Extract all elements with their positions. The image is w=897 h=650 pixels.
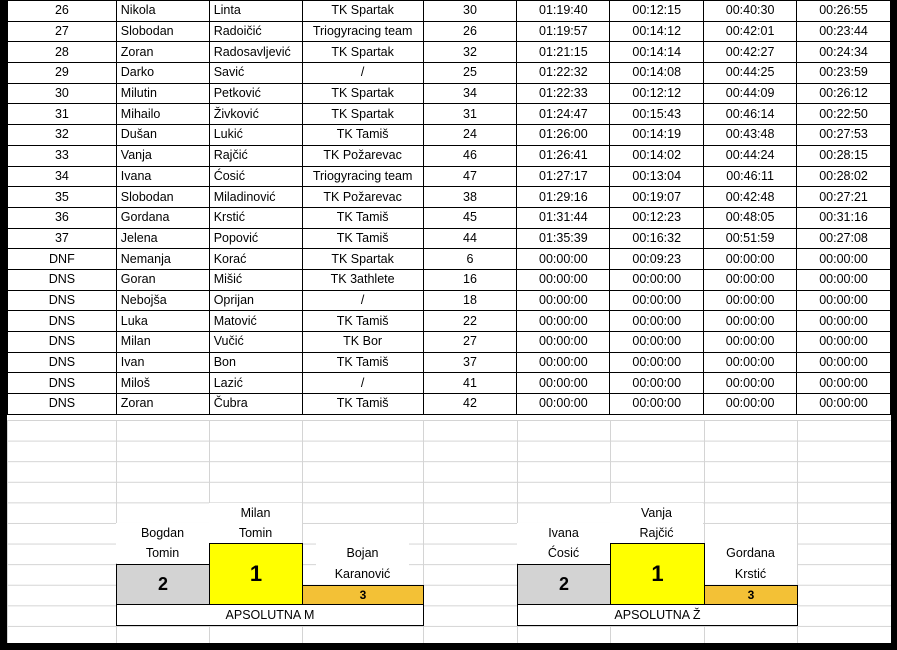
last-name-cell[interactable]: Oprijan — [209, 290, 302, 311]
first-name-cell[interactable]: Vanja — [116, 145, 209, 166]
split-3-cell[interactable]: 00:28:02 — [797, 166, 891, 187]
last-name-cell[interactable]: Radoičić — [209, 21, 302, 42]
third-place-last-name: Karanović — [316, 564, 409, 584]
split-1-cell[interactable]: 00:14:14 — [610, 42, 704, 63]
club-cell[interactable]: TK Bor — [302, 332, 423, 353]
split-1-cell[interactable]: 00:00:00 — [610, 311, 704, 332]
split-1-cell[interactable]: 00:00:00 — [610, 269, 704, 290]
table-row — [8, 373, 891, 394]
first-name-cell[interactable]: Ivan — [116, 352, 209, 373]
last-name-cell[interactable]: Lazić — [209, 373, 302, 394]
total-time-cell[interactable]: 01:19:57 — [517, 21, 610, 42]
split-3-cell[interactable]: 00:00:00 — [797, 332, 891, 353]
split-1-cell[interactable]: 00:14:02 — [610, 145, 704, 166]
first-name-cell[interactable]: Slobodan — [116, 187, 209, 208]
club-cell[interactable]: TK Požarevac — [302, 187, 423, 208]
first-name-cell[interactable]: Milan — [116, 332, 209, 353]
first-name-cell[interactable]: Mihailo — [116, 104, 209, 125]
last-name-cell[interactable]: Živković — [209, 104, 302, 125]
split-1-cell[interactable]: 00:00:00 — [610, 352, 704, 373]
first-name-cell[interactable]: Nikola — [116, 1, 209, 22]
club-cell[interactable]: Triogyracing team — [302, 21, 423, 42]
table-row — [8, 104, 891, 125]
club-cell[interactable]: / — [302, 290, 423, 311]
bib-cell[interactable]: 46 — [423, 145, 517, 166]
place-cell[interactable]: DNS — [8, 352, 117, 373]
total-time-cell[interactable]: 01:26:41 — [517, 145, 610, 166]
table-row — [8, 145, 891, 166]
split-1-cell[interactable]: 00:00:00 — [610, 332, 704, 353]
last-name-cell[interactable]: Petković — [209, 83, 302, 104]
first-name-cell[interactable]: Goran — [116, 269, 209, 290]
club-cell[interactable]: TK Tamiš — [302, 394, 423, 415]
total-time-cell[interactable]: 00:00:00 — [517, 373, 610, 394]
split-3-cell[interactable]: 00:23:59 — [797, 63, 891, 84]
second-place-last-name: Tomin — [116, 543, 209, 563]
bib-cell[interactable]: 6 — [423, 249, 517, 270]
place-cell[interactable]: DNS — [8, 269, 117, 290]
split-1-cell[interactable]: 00:09:23 — [610, 249, 704, 270]
split-2-cell[interactable]: 00:46:14 — [704, 104, 797, 125]
first-name-cell[interactable]: Nemanja — [116, 249, 209, 270]
club-cell[interactable]: TK Tamiš — [302, 228, 423, 249]
table-row — [8, 63, 891, 84]
split-2-cell[interactable]: 00:00:00 — [704, 373, 797, 394]
club-cell[interactable]: / — [302, 373, 423, 394]
split-1-cell[interactable]: 00:16:32 — [610, 228, 704, 249]
split-3-cell[interactable]: 00:24:34 — [797, 42, 891, 63]
spreadsheet — [7, 0, 891, 643]
club-cell[interactable]: TK Spartak — [302, 42, 423, 63]
table-row — [8, 352, 891, 373]
place-cell[interactable]: 31 — [8, 104, 117, 125]
club-cell[interactable]: TK Spartak — [302, 83, 423, 104]
split-1-cell[interactable]: 00:14:08 — [610, 63, 704, 84]
club-cell[interactable]: / — [302, 63, 423, 84]
table-row — [8, 290, 891, 311]
split-2-cell[interactable]: 00:00:00 — [704, 269, 797, 290]
split-3-cell[interactable]: 00:28:15 — [797, 145, 891, 166]
last-name-cell[interactable]: Krstić — [209, 207, 302, 228]
club-cell[interactable]: TK Spartak — [302, 1, 423, 22]
first-name-cell[interactable]: Jelena — [116, 228, 209, 249]
last-name-cell[interactable]: Miladinović — [209, 187, 302, 208]
table-row — [8, 125, 891, 146]
last-name-cell[interactable]: Rajčić — [209, 145, 302, 166]
table-row — [8, 42, 891, 63]
last-name-cell[interactable]: Bon — [209, 352, 302, 373]
total-time-cell[interactable]: 01:22:33 — [517, 83, 610, 104]
table-row — [8, 269, 891, 290]
bib-cell[interactable]: 31 — [423, 104, 517, 125]
first-name-cell[interactable]: Miloš — [116, 373, 209, 394]
first-name-cell[interactable]: Darko — [116, 63, 209, 84]
table-row — [8, 83, 891, 104]
last-name-cell[interactable]: Lukić — [209, 125, 302, 146]
table-row — [8, 187, 891, 208]
podium-title: APSOLUTNA Ž — [517, 604, 798, 626]
second-place-last-name: Ćosić — [517, 543, 610, 563]
split-1-cell[interactable]: 00:15:43 — [610, 104, 704, 125]
first-place-first-name: Vanja — [610, 503, 703, 523]
bib-cell[interactable]: 22 — [423, 311, 517, 332]
bib-cell[interactable]: 24 — [423, 125, 517, 146]
club-cell[interactable]: TK Tamiš — [302, 311, 423, 332]
third-place-block: 3 — [302, 585, 424, 605]
third-place-block: 3 — [704, 585, 798, 605]
split-3-cell[interactable]: 00:00:00 — [797, 269, 891, 290]
total-time-cell[interactable]: 00:00:00 — [517, 311, 610, 332]
split-1-cell[interactable]: 00:13:04 — [610, 166, 704, 187]
split-1-cell[interactable]: 00:00:00 — [610, 394, 704, 415]
total-time-cell[interactable]: 01:19:40 — [517, 1, 610, 22]
results-table — [7, 0, 891, 415]
bib-cell[interactable]: 42 — [423, 394, 517, 415]
place-cell[interactable]: 34 — [8, 166, 117, 187]
total-time-cell[interactable]: 00:00:00 — [517, 269, 610, 290]
total-time-cell[interactable]: 01:29:16 — [517, 187, 610, 208]
split-2-cell[interactable]: 00:00:00 — [704, 352, 797, 373]
table-row — [8, 332, 891, 353]
last-name-cell[interactable]: Korać — [209, 249, 302, 270]
club-cell[interactable]: TK Spartak — [302, 249, 423, 270]
place-cell[interactable]: DNS — [8, 311, 117, 332]
split-2-cell[interactable]: 00:46:11 — [704, 166, 797, 187]
first-place-last-name: Rajčić — [610, 523, 703, 543]
first-place-block: 1 — [610, 543, 705, 605]
bib-cell[interactable]: 16 — [423, 269, 517, 290]
table-row — [8, 249, 891, 270]
first-place-block: 1 — [209, 543, 303, 605]
podium-title: APSOLUTNA M — [116, 604, 424, 626]
split-3-cell[interactable]: 00:26:55 — [797, 1, 891, 22]
split-2-cell[interactable]: 00:44:25 — [704, 63, 797, 84]
place-cell[interactable]: 32 — [8, 125, 117, 146]
place-cell[interactable]: 36 — [8, 207, 117, 228]
last-name-cell[interactable]: Linta — [209, 1, 302, 22]
split-3-cell[interactable]: 00:31:16 — [797, 207, 891, 228]
total-time-cell[interactable]: 00:00:00 — [517, 249, 610, 270]
club-cell[interactable]: TK Požarevac — [302, 145, 423, 166]
split-3-cell[interactable]: 00:00:00 — [797, 249, 891, 270]
first-name-cell[interactable]: Ivana — [116, 166, 209, 187]
split-1-cell[interactable]: 00:14:12 — [610, 21, 704, 42]
split-2-cell[interactable]: 00:00:00 — [704, 311, 797, 332]
table-row — [8, 166, 891, 187]
split-3-cell[interactable]: 00:26:12 — [797, 83, 891, 104]
third-place-first-name: Bojan — [316, 543, 409, 563]
last-name-cell[interactable]: Mišić — [209, 269, 302, 290]
split-2-cell[interactable]: 00:00:00 — [704, 394, 797, 415]
split-1-cell[interactable]: 00:19:07 — [610, 187, 704, 208]
first-name-cell[interactable]: Slobodan — [116, 21, 209, 42]
total-time-cell[interactable]: 01:35:39 — [517, 228, 610, 249]
split-3-cell[interactable]: 00:22:50 — [797, 104, 891, 125]
split-2-cell[interactable]: 00:48:05 — [704, 207, 797, 228]
split-1-cell[interactable]: 00:12:15 — [610, 1, 704, 22]
split-3-cell[interactable]: 00:00:00 — [797, 311, 891, 332]
split-2-cell[interactable]: 00:00:00 — [704, 332, 797, 353]
first-name-cell[interactable]: Nebojša — [116, 290, 209, 311]
first-place-last-name: Tomin — [209, 523, 302, 543]
first-name-cell[interactable]: Luka — [116, 311, 209, 332]
table-row — [8, 21, 891, 42]
second-place-block: 2 — [116, 564, 210, 605]
third-place-first-name: Gordana — [704, 543, 797, 563]
place-cell[interactable]: 29 — [8, 63, 117, 84]
first-name-cell[interactable]: Dušan — [116, 125, 209, 146]
bib-cell[interactable]: 27 — [423, 332, 517, 353]
split-3-cell[interactable]: 00:00:00 — [797, 373, 891, 394]
place-cell[interactable]: 30 — [8, 83, 117, 104]
total-time-cell[interactable]: 00:00:00 — [517, 352, 610, 373]
bib-cell[interactable]: 25 — [423, 63, 517, 84]
split-1-cell[interactable]: 00:00:00 — [610, 290, 704, 311]
last-name-cell[interactable]: Ćosić — [209, 166, 302, 187]
total-time-cell[interactable]: 00:00:00 — [517, 394, 610, 415]
last-name-cell[interactable]: Savić — [209, 63, 302, 84]
place-cell[interactable]: 28 — [8, 42, 117, 63]
total-time-cell[interactable]: 01:24:47 — [517, 104, 610, 125]
table-row — [8, 228, 891, 249]
table-row — [8, 394, 891, 415]
split-2-cell[interactable]: 00:44:09 — [704, 83, 797, 104]
total-time-cell[interactable]: 00:00:00 — [517, 332, 610, 353]
last-name-cell[interactable]: Radosavljević — [209, 42, 302, 63]
place-cell[interactable]: 33 — [8, 145, 117, 166]
place-cell[interactable]: 26 — [8, 1, 117, 22]
split-2-cell[interactable]: 00:43:48 — [704, 125, 797, 146]
first-name-cell[interactable]: Zoran — [116, 394, 209, 415]
place-cell[interactable]: 27 — [8, 21, 117, 42]
split-2-cell[interactable]: 00:42:27 — [704, 42, 797, 63]
split-3-cell[interactable]: 00:27:21 — [797, 187, 891, 208]
total-time-cell[interactable]: 01:26:00 — [517, 125, 610, 146]
bib-cell[interactable]: 32 — [423, 42, 517, 63]
split-3-cell[interactable]: 00:00:00 — [797, 290, 891, 311]
last-name-cell[interactable]: Vučić — [209, 332, 302, 353]
bib-cell[interactable]: 44 — [423, 228, 517, 249]
split-2-cell[interactable]: 00:42:01 — [704, 21, 797, 42]
table-row — [8, 207, 891, 228]
club-cell[interactable]: TK 3athlete — [302, 269, 423, 290]
split-1-cell[interactable]: 00:14:19 — [610, 125, 704, 146]
first-name-cell[interactable]: Zoran — [116, 42, 209, 63]
total-time-cell[interactable]: 01:31:44 — [517, 207, 610, 228]
split-2-cell[interactable]: 00:42:48 — [704, 187, 797, 208]
split-2-cell[interactable]: 00:00:00 — [704, 249, 797, 270]
bib-cell[interactable]: 26 — [423, 21, 517, 42]
first-name-cell[interactable]: Gordana — [116, 207, 209, 228]
club-cell[interactable]: TK Spartak — [302, 104, 423, 125]
split-3-cell[interactable]: 00:00:00 — [797, 394, 891, 415]
table-row — [8, 1, 891, 22]
bib-cell[interactable]: 18 — [423, 290, 517, 311]
second-place-first-name: Ivana — [517, 523, 610, 543]
place-cell[interactable]: DNF — [8, 249, 117, 270]
second-place-block: 2 — [517, 564, 611, 605]
split-1-cell[interactable]: 00:12:23 — [610, 207, 704, 228]
split-2-cell[interactable]: 00:51:59 — [704, 228, 797, 249]
place-cell[interactable]: DNS — [8, 290, 117, 311]
bib-cell[interactable]: 41 — [423, 373, 517, 394]
place-cell[interactable]: DNS — [8, 373, 117, 394]
split-1-cell[interactable]: 00:12:12 — [610, 83, 704, 104]
total-time-cell[interactable]: 01:27:17 — [517, 166, 610, 187]
total-time-cell[interactable]: 00:00:00 — [517, 290, 610, 311]
total-time-cell[interactable]: 01:21:15 — [517, 42, 610, 63]
place-cell[interactable]: DNS — [8, 332, 117, 353]
third-place-last-name: Krstić — [704, 564, 797, 584]
club-cell[interactable]: TK Tamiš — [302, 125, 423, 146]
bib-cell[interactable]: 30 — [423, 1, 517, 22]
bib-cell[interactable]: 38 — [423, 187, 517, 208]
last-name-cell[interactable]: Popović — [209, 228, 302, 249]
bib-cell[interactable]: 37 — [423, 352, 517, 373]
bib-cell[interactable]: 34 — [423, 83, 517, 104]
split-3-cell[interactable]: 00:27:53 — [797, 125, 891, 146]
place-cell[interactable]: 37 — [8, 228, 117, 249]
split-2-cell[interactable]: 00:44:24 — [704, 145, 797, 166]
bib-cell[interactable]: 47 — [423, 166, 517, 187]
place-cell[interactable]: DNS — [8, 394, 117, 415]
total-time-cell[interactable]: 01:22:32 — [517, 63, 610, 84]
table-row — [8, 311, 891, 332]
last-name-cell[interactable]: Matović — [209, 311, 302, 332]
place-cell[interactable]: 35 — [8, 187, 117, 208]
split-3-cell[interactable]: 00:23:44 — [797, 21, 891, 42]
split-3-cell[interactable]: 00:00:00 — [797, 352, 891, 373]
split-2-cell[interactable]: 00:40:30 — [704, 1, 797, 22]
split-3-cell[interactable]: 00:27:08 — [797, 228, 891, 249]
club-cell[interactable]: TK Tamiš — [302, 207, 423, 228]
split-2-cell[interactable]: 00:00:00 — [704, 290, 797, 311]
club-cell[interactable]: Triogyracing team — [302, 166, 423, 187]
second-place-first-name: Bogdan — [116, 523, 209, 543]
last-name-cell[interactable]: Čubra — [209, 394, 302, 415]
first-place-first-name: Milan — [209, 503, 302, 523]
club-cell[interactable]: TK Tamiš — [302, 352, 423, 373]
split-1-cell[interactable]: 00:00:00 — [610, 373, 704, 394]
bib-cell[interactable]: 45 — [423, 207, 517, 228]
first-name-cell[interactable]: Milutin — [116, 83, 209, 104]
